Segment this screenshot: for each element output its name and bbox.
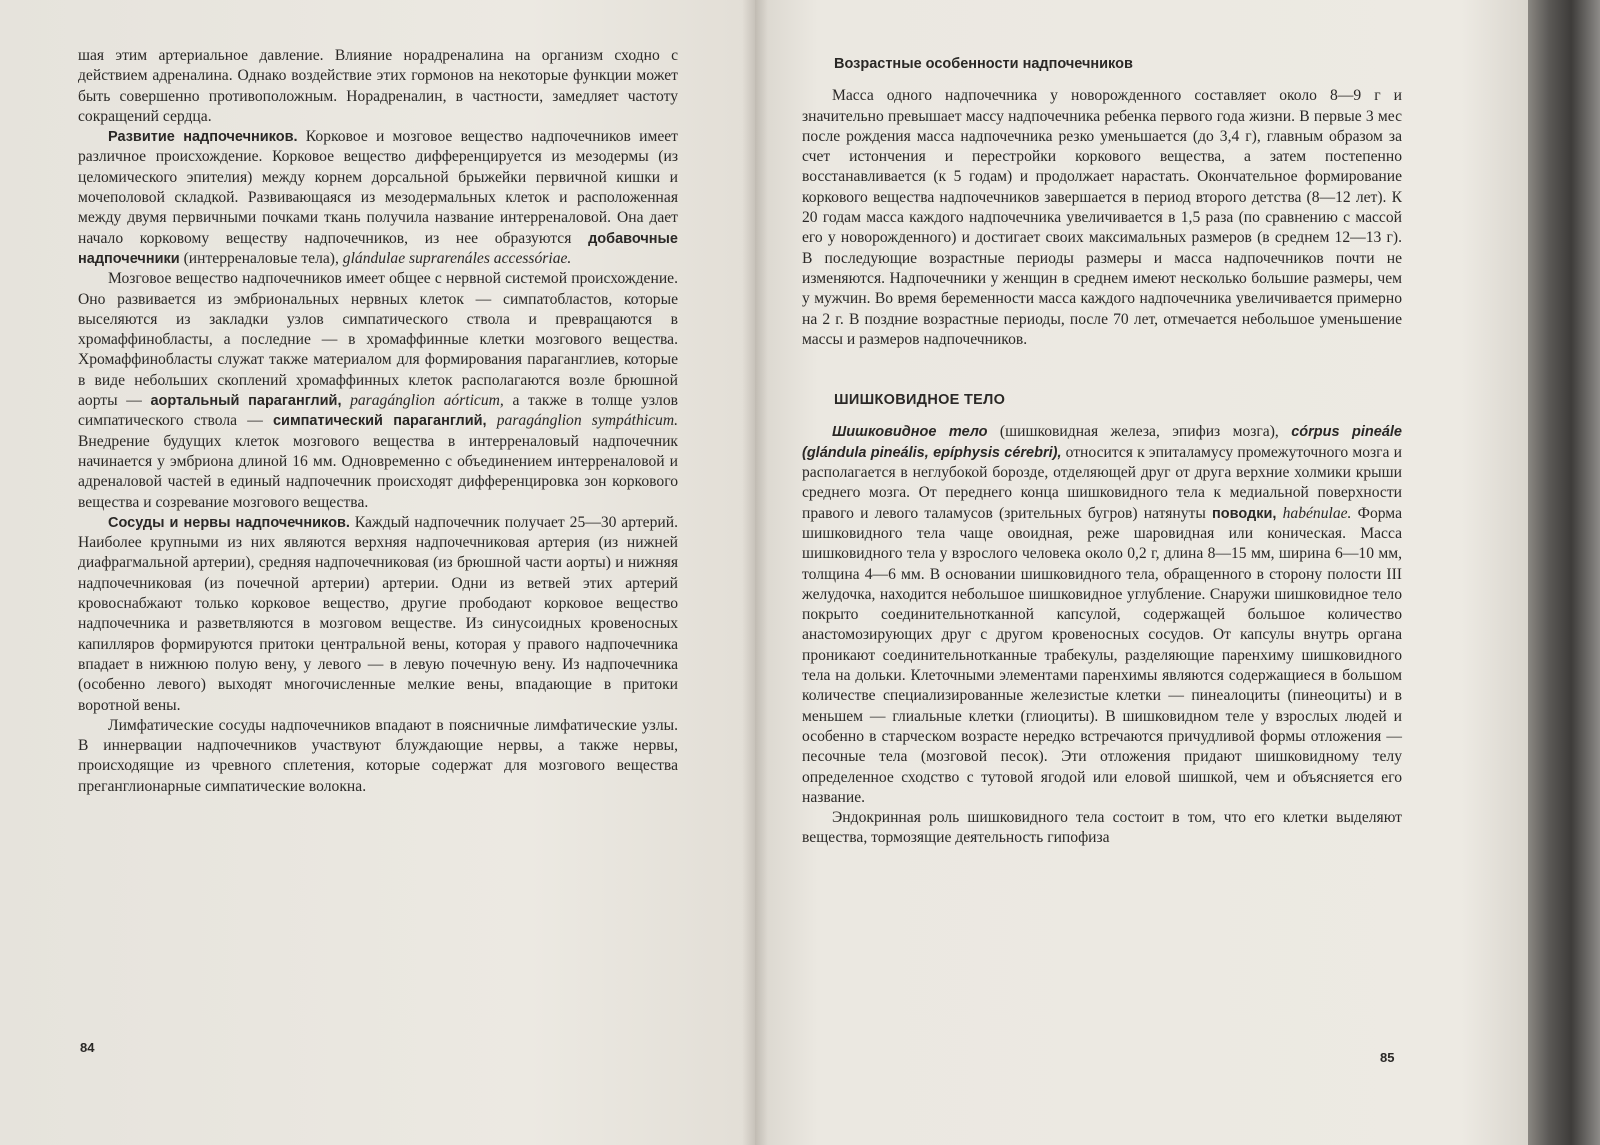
paragraph-age-features: Масса одного надпочечника у новорожденного составляет около 8—9 г и значительно превышает массу надпочечника ребенка первого года жизни. В первые 3 мес после рождения масса надпочечника резко уменьшается (до 3,4 г), главным образом за счет истончения и перестройки коркового вещества, а затем постепенно восстанавливается (к 5 годам) и продолжает нарастать. Окончательное формирование коркового вещества надпочечников завершается в период второго детства (8—12 лет). К 20 годам масса каждого надпочечника увеличивается в 1,5 раза (по сравнению с массой его у новорожденного) и достигает своих максимальных размеров (в среднем 12—13 г). В последующие возрастные периоды размеры и масса надпочечников почти не изменяются. Надпочечники у женщин в среднем имеют несколько большие размеры, чем у мужчин. Во время беременности масса каждого надпочечника увеличивается примерно на 2 г. В поздние возрастные периоды, после 70 лет, отмечается небольшое уменьшение массы и размеров надпочечников. — [802, 87, 1402, 348]
latin-term: paragánglion aórticum, — [341, 392, 504, 410]
latin-term: glándulae suprarenáles accessóriae. — [342, 249, 572, 267]
text-run: Внедрение будущих клеток мозгового вещества в интерреналовый надпочечник начинается у эмбриона длиной 16 мм. Одновременно с объединением интерреналовой и адреналовой частей в единый надпочечник происходят дифференцировка зон коркового вещества и созревание мозгового вещества. — [78, 432, 678, 511]
subheading: Сосуды и нервы надпочечников. — [108, 514, 350, 531]
text-run: (интерреналовые тела), — [179, 249, 343, 267]
paragraph-vessels-nerves — [78, 513, 678, 716]
text-run: Мозговое вещество надпочечников имеет общее с нервной системой происхождение. Оно развивается из эмбриональных нервных клеток — симпатобластов, которые выселяются из закладки узлов симпатического ствола и превращаются в хромаффинобласты, а последние — в хромаффинные клетки мозгового вещества. Хромаффинобласты служат также материалом для формирования параганглиев, которые в виде небольших скоплений хромаффинных клеток располагаются возле брюшной аорты — — [78, 270, 678, 410]
page-number: 84 — [80, 1040, 95, 1055]
text-run: Корковое и мозговое вещество надпочечников имеет различное происхождение. Корковое вещество дифференцируется из мезодермы (из целомического эпителия) между корнем дорсальной брыжейки первичной кишки и мочеполовой складкой. Развивающаяся из мезодермальных клеток и расположенная между двумя первичными почками ткань получила название интерреналовой. Она дает начало корковому веществу надпочечников, из нее образуются — [78, 128, 678, 247]
left-page — [0, 0, 755, 1145]
paragraph-medulla — [78, 269, 678, 513]
text-run: Каждый надпочечник получает 25—30 артерий. Наиболее крупными из них являются верхняя надпочечниковая артерия (из нижней диафрагмальной артерии), средняя надпочечниковая (из брюшной части аорты) и нижняя надпочечниковая (из почечной артерии) артерии. Одни из ветвей этих артерий кровоснабжают только корковое вещество, другие прободают корковое вещество надпочечника и разветвляются в мозговом веществе. Из синусоидных кровеносных капилляров формируются притоки центральной вены, которая у правого надпочечника впадает в нижнюю полую вену, у левого — в левую почечную вену. Из надпочечника (особенно левого) выходят многочисленные мелкие вены, впадающие в притоки воротной вены. — [78, 513, 678, 714]
latin-term: paragánglion sympáthicum. — [486, 412, 678, 430]
term-italic: Шишковидное тело — [832, 424, 988, 441]
text-run: Форма шишковидного тела чаще овоидная, реже шаровидная или коническая. Масса шишковидного тела у взрослого человека около 0,2 г, длина 8—15 мм, ширина 6—10 мм, толщина 4—6 мм. В основании шишковидного тела, обращенного в сторону полости III желудочка, находится небольшое шишковидное углубление. Снаружи шишковидное тело покрыто соединительнотканной капсулой, содержащей большое количество анастомозирующих друг с другом кровеносных сосудов. От капсулы внутрь органа проникают соединительнотканные трабекулы, разделяющие паренхиму шишковидного тела на дольки. Клеточными элементами паренхимы являются содержащиеся в большом количестве специализированные железистые клетки — пинеалоциты (пинеоциты) и в меньшем — глиальные клетки (глиоциты). В шишковидном теле у взрослых людей и особенно в старческом возрасте нередко встречаются причудливой формы отложения — песочные тела (мозговой песок). Эти отложения придают шишковидному телу определенное сходство с тутовой ягодой или еловой шишкой, чем и объясняется его название. — [802, 504, 1402, 806]
paragraph-lymphatics: Лимфатические сосуды надпочечников впадают в поясничные лимфатические узлы. В иннервации надпочечников участвуют блуждающие нервы, а также нервы, происходящие из чревного сплетения, которые содержат для мозгового вещества преганглионарные симпатические волокна. — [78, 716, 678, 795]
left-page-text — [78, 46, 678, 797]
term — [832, 424, 988, 440]
term: аортальный параганглий, — [150, 393, 342, 410]
latin-italic: córpus pineále (glándula pineális, epíphysis cérebri), — [802, 424, 1402, 461]
page-edge-shadow — [1528, 0, 1600, 1145]
paragraph-endocrine-role: Эндокринная роль шишковидного тела состоит в том, что его клетки выделяют вещества, тормозящие деятельность гипофиза — [802, 809, 1402, 847]
latin-term: habénulae. — [1276, 504, 1352, 522]
term: симпатический параганглий, — [272, 413, 487, 430]
paragraph: шая этим артериальное давление. Влияние норадреналина на организм сходно с действием адреналина. Однако воздействие этих гормонов на некоторые функции может быть совершенно противоположным. Норадреналин, в частности, замедляет частоту сокращений сердца. — [78, 47, 678, 125]
chapter-heading: ШИШКОВИДНОЕ ТЕЛО — [834, 392, 1006, 409]
right-page-text — [802, 54, 1402, 849]
text-run: а также в толще узлов симпатического ствола — — [78, 392, 678, 430]
paragraph-pineal-body — [802, 422, 1402, 808]
subheading: Развитие надпочечников. — [108, 129, 298, 146]
book-gutter — [742, 0, 768, 1145]
paragraph-adrenal-development — [78, 127, 678, 269]
text-run: относится к эпиталамусу промежуточного мозга и располагается в неглубокой борозде, отделяющей друг от друга верхние холмики крыши среднего мозга. От переднего конца шишковидного тела к медиальной поверхности правого и левого таламусов (зрительных бугров) натянуты — [802, 443, 1402, 522]
text-run: (шишковидная железа, эпифиз мозга), — [987, 423, 1292, 441]
page-number: 85 — [1380, 1050, 1395, 1065]
section-heading: Возрастные особенности надпочечников — [834, 56, 1133, 72]
right-page — [755, 0, 1540, 1145]
term: добавочные надпочечники — [78, 230, 678, 267]
term: поводки, — [1212, 505, 1277, 522]
